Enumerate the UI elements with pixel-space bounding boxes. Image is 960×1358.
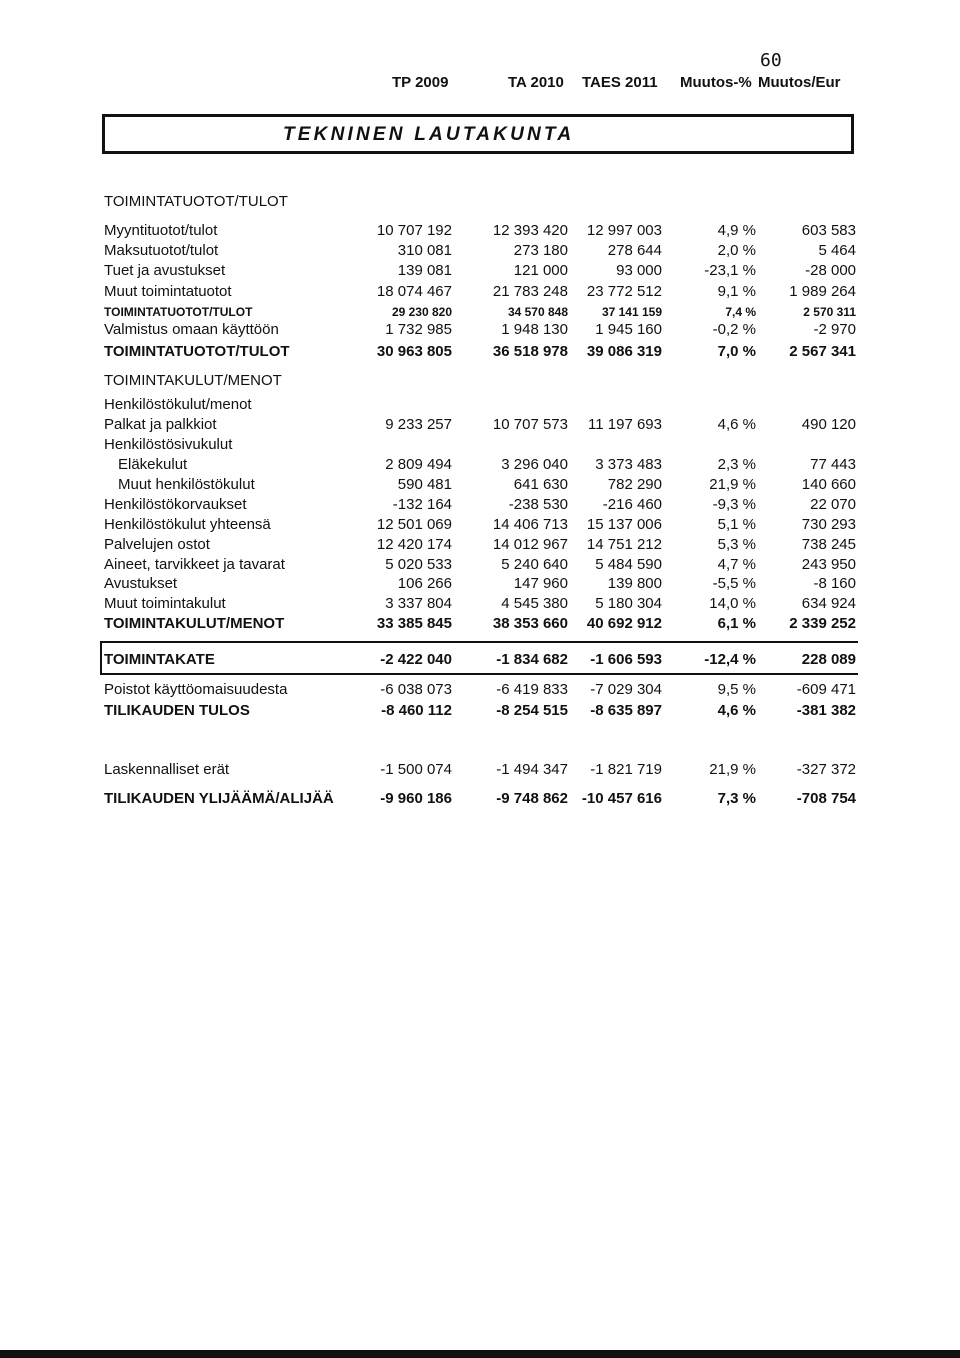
muutos-eur-value: -327 372: [796, 761, 856, 778]
taes2011-value: 782 290: [607, 476, 662, 493]
row-label: Muut toimintakulut: [104, 595, 226, 612]
muutos-eur-value: 634 924: [801, 595, 856, 612]
tp2009-value: 12 420 174: [376, 536, 452, 553]
muutos-pct-value: 5,3 %: [717, 536, 756, 553]
ta2010-value: 641 630: [513, 476, 568, 493]
muutos-eur-value: 2 339 252: [789, 615, 856, 632]
tp2009-value: -1 500 074: [380, 761, 452, 778]
muutos-eur-value: 738 245: [801, 536, 856, 553]
muutos-pct-value: 9,1 %: [717, 283, 756, 300]
tp2009-value: 590 481: [397, 476, 452, 493]
row-label: Avustukset: [104, 575, 178, 592]
row-label: TILIKAUDEN YLIJÄÄMÄ/ALIJÄÄ: [104, 790, 334, 807]
divider-line: [100, 641, 858, 643]
ta2010-value: -6 419 833: [496, 681, 568, 698]
tp2009-value: 10 707 192: [376, 222, 452, 239]
taes2011-value: 11 197 693: [588, 416, 662, 433]
ta2010-value: 273 180: [513, 242, 568, 259]
muutos-eur-value: 140 660: [801, 476, 856, 493]
taes2011-value: 37 141 159: [601, 305, 662, 319]
taes2011-value: 93 000: [616, 262, 662, 279]
muutos-eur-value: 490 120: [801, 416, 856, 433]
ta2010-value: -1 494 347: [496, 761, 568, 778]
row-label: Eläkekulut: [118, 456, 188, 473]
tp2009-value: 5 020 533: [385, 556, 452, 573]
muutos-pct-value: 7,0 %: [717, 343, 756, 360]
table-row: [0, 496, 960, 518]
table-row: [0, 476, 960, 498]
column-headers: [0, 74, 960, 96]
table-row: [0, 262, 960, 284]
muutos-eur-value: 730 293: [801, 516, 856, 533]
row-label: TOIMINTAKULUT/MENOT: [104, 615, 285, 632]
muutos-pct-value: 21,9 %: [709, 761, 756, 778]
muutos-pct-value: 5,1 %: [717, 516, 756, 533]
taes2011-value: 15 137 006: [586, 516, 662, 533]
header-tp2009: TP 2009: [392, 74, 449, 91]
tp2009-value: 2 809 494: [385, 456, 452, 473]
tp2009-value: -2 422 040: [380, 651, 452, 668]
muutos-eur-value: 228 089: [801, 651, 856, 668]
muutos-eur-value: 2 570 311: [803, 305, 856, 319]
taes2011-value: -8 635 897: [590, 702, 662, 719]
tp2009-value: -9 960 186: [380, 790, 452, 807]
ta2010-value: 10 707 573: [492, 416, 568, 433]
table-row: [0, 595, 960, 617]
ta2010-value: 121 000: [513, 262, 568, 279]
muutos-eur-value: 5 464: [818, 242, 856, 259]
row-label: Valmistus omaan käyttöön: [104, 321, 279, 338]
title-box: [102, 114, 854, 154]
taes2011-value: -1 606 593: [590, 651, 662, 668]
expense-section-heading: TOIMINTAKULUT/MENOT: [104, 372, 282, 389]
muutos-pct-value: -0,2 %: [712, 321, 756, 338]
ta2010-value: -8 254 515: [496, 702, 568, 719]
muutos-eur-value: 77 443: [810, 456, 856, 473]
taes2011-value: 5 180 304: [595, 595, 662, 612]
ta2010-value: -238 530: [508, 496, 568, 513]
tp2009-value: 106 266: [397, 575, 452, 592]
row-label: Laskennalliset erät: [104, 761, 230, 778]
muutos-pct-value: -12,4 %: [704, 651, 756, 668]
tp2009-value: -132 164: [392, 496, 452, 513]
table-row: [0, 790, 960, 812]
table-row: [0, 575, 960, 597]
muutos-eur-value: 2 567 341: [789, 343, 856, 360]
ta2010-value: 34 570 848: [507, 305, 568, 319]
row-label: Henkilöstökorvaukset: [104, 496, 247, 513]
taes2011-value: 39 086 319: [586, 343, 662, 360]
table-row: [0, 343, 960, 365]
row-label: TOIMINTATUOTOT/TULOT: [104, 305, 253, 319]
taes2011-value: 278 644: [607, 242, 662, 259]
taes2011-value: -10 457 616: [581, 790, 662, 807]
muutos-pct-value: -5,5 %: [712, 575, 756, 592]
table-row: [0, 321, 960, 343]
muutos-pct-value: 2,3 %: [717, 456, 756, 473]
ta2010-value: 38 353 660: [492, 615, 568, 632]
muutos-pct-value: 7,3 %: [717, 790, 756, 807]
table-row: [0, 681, 960, 703]
row-label: Maksutuotot/tulot: [104, 242, 219, 259]
muutos-pct-value: 14,0 %: [709, 595, 756, 612]
scan-edge: [0, 1350, 960, 1358]
row-label: Palkat ja palkkiot: [104, 416, 217, 433]
taes2011-value: 139 800: [607, 575, 662, 592]
taes2011-value: 14 751 212: [586, 536, 662, 553]
row-label: TOIMINTAKATE: [104, 651, 215, 668]
header-ta2010: TA 2010: [508, 74, 564, 91]
muutos-eur-value: -28 000: [805, 262, 856, 279]
table-row: [0, 536, 960, 558]
row-label: Tuet ja avustukset: [104, 262, 226, 279]
ta2010-value: 14 406 713: [492, 516, 568, 533]
taes2011-value: 5 484 590: [595, 556, 662, 573]
tp2009-value: 9 233 257: [385, 416, 452, 433]
muutos-eur-value: 1 989 264: [789, 283, 856, 300]
table-row: [0, 436, 960, 458]
muutos-pct-value: -9,3 %: [712, 496, 756, 513]
header-muutos-pct: Muutos-%: [680, 74, 752, 91]
row-label: TILIKAUDEN TULOS: [104, 702, 250, 719]
taes2011-value: 1 945 160: [595, 321, 662, 338]
muutos-eur-value: 603 583: [801, 222, 856, 239]
row-label: Henkilöstökulut/menot: [104, 396, 252, 413]
taes2011-value: 40 692 912: [586, 615, 662, 632]
ta2010-value: 3 296 040: [501, 456, 568, 473]
muutos-eur-value: 243 950: [801, 556, 856, 573]
table-row: [0, 222, 960, 244]
tp2009-value: 1 732 985: [385, 321, 452, 338]
header-taes2011: TAES 2011: [582, 74, 658, 91]
taes2011-value: 3 373 483: [595, 456, 662, 473]
muutos-eur-value: -609 471: [796, 681, 856, 698]
table-row: [0, 615, 960, 637]
row-label: Aineet, tarvikkeet ja tavarat: [104, 556, 285, 573]
row-label: Henkilöstökulut yhteensä: [104, 516, 271, 533]
taes2011-value: -7 029 304: [590, 681, 662, 698]
muutos-pct-value: 2,0 %: [717, 242, 756, 259]
taes2011-value: -216 460: [602, 496, 662, 513]
ta2010-value: 36 518 978: [492, 343, 568, 360]
tp2009-value: 29 230 820: [391, 305, 452, 319]
tp2009-value: -8 460 112: [381, 702, 452, 719]
table-row: [0, 761, 960, 783]
table-row: [0, 516, 960, 538]
tp2009-value: 12 501 069: [376, 516, 452, 533]
ta2010-value: -1 834 682: [496, 651, 568, 668]
page-title: TEKNINEN LAUTAKUNTA: [283, 124, 575, 145]
muutos-eur-value: -2 970: [813, 321, 856, 338]
row-label: Muut toimintatuotot: [104, 283, 232, 300]
ta2010-value: 147 960: [513, 575, 568, 592]
divider-line: [100, 673, 858, 675]
table-row: [0, 416, 960, 438]
muutos-pct-value: -23,1 %: [704, 262, 756, 279]
ta2010-value: 14 012 967: [492, 536, 568, 553]
ta2010-value: -9 748 862: [496, 790, 568, 807]
taes2011-value: 12 997 003: [586, 222, 662, 239]
muutos-eur-value: -8 160: [813, 575, 856, 592]
muutos-pct-value: 4,7 %: [717, 556, 756, 573]
row-label: Henkilöstösivukulut: [104, 436, 233, 453]
table-row: [0, 456, 960, 478]
muutos-pct-value: 4,9 %: [717, 222, 756, 239]
tp2009-value: 30 963 805: [376, 343, 452, 360]
table-row: [0, 651, 960, 673]
muutos-pct-value: 4,6 %: [717, 702, 756, 719]
tp2009-value: 139 081: [397, 262, 452, 279]
muutos-eur-value: -381 382: [796, 702, 856, 719]
taes2011-value: 23 772 512: [586, 283, 662, 300]
taes2011-value: -1 821 719: [590, 761, 662, 778]
page-number: 60: [760, 50, 782, 71]
ta2010-value: 5 240 640: [501, 556, 568, 573]
income-section-heading: TOIMINTATUOTOT/TULOT: [104, 193, 288, 210]
row-label: Palvelujen ostot: [104, 536, 210, 553]
table-row: [0, 283, 960, 305]
tp2009-value: -6 038 073: [380, 681, 452, 698]
header-muutos-eur: Muutos/Eur: [758, 74, 841, 91]
table-row: [0, 396, 960, 418]
muutos-eur-value: -708 754: [796, 790, 856, 807]
row-label: Muut henkilöstökulut: [118, 476, 255, 493]
ta2010-value: 21 783 248: [492, 283, 568, 300]
ta2010-value: 1 948 130: [501, 321, 568, 338]
muutos-pct-value: 6,1 %: [717, 615, 756, 632]
ta2010-value: 12 393 420: [492, 222, 568, 239]
row-label: Myyntituotot/tulot: [104, 222, 218, 239]
muutos-pct-value: 7,4 %: [725, 305, 756, 319]
tp2009-value: 310 081: [397, 242, 452, 259]
ta2010-value: 4 545 380: [501, 595, 568, 612]
table-row: [0, 242, 960, 264]
muutos-pct-value: 9,5 %: [717, 681, 756, 698]
tp2009-value: 18 074 467: [376, 283, 452, 300]
tp2009-value: 33 385 845: [376, 615, 452, 632]
row-label: TOIMINTATUOTOT/TULOT: [104, 343, 290, 360]
table-row: [0, 702, 960, 724]
muutos-eur-value: 22 070: [810, 496, 856, 513]
tp2009-value: 3 337 804: [385, 595, 452, 612]
row-label: Poistot käyttöomaisuudesta: [104, 681, 288, 698]
muutos-pct-value: 4,6 %: [717, 416, 756, 433]
muutos-pct-value: 21,9 %: [709, 476, 756, 493]
